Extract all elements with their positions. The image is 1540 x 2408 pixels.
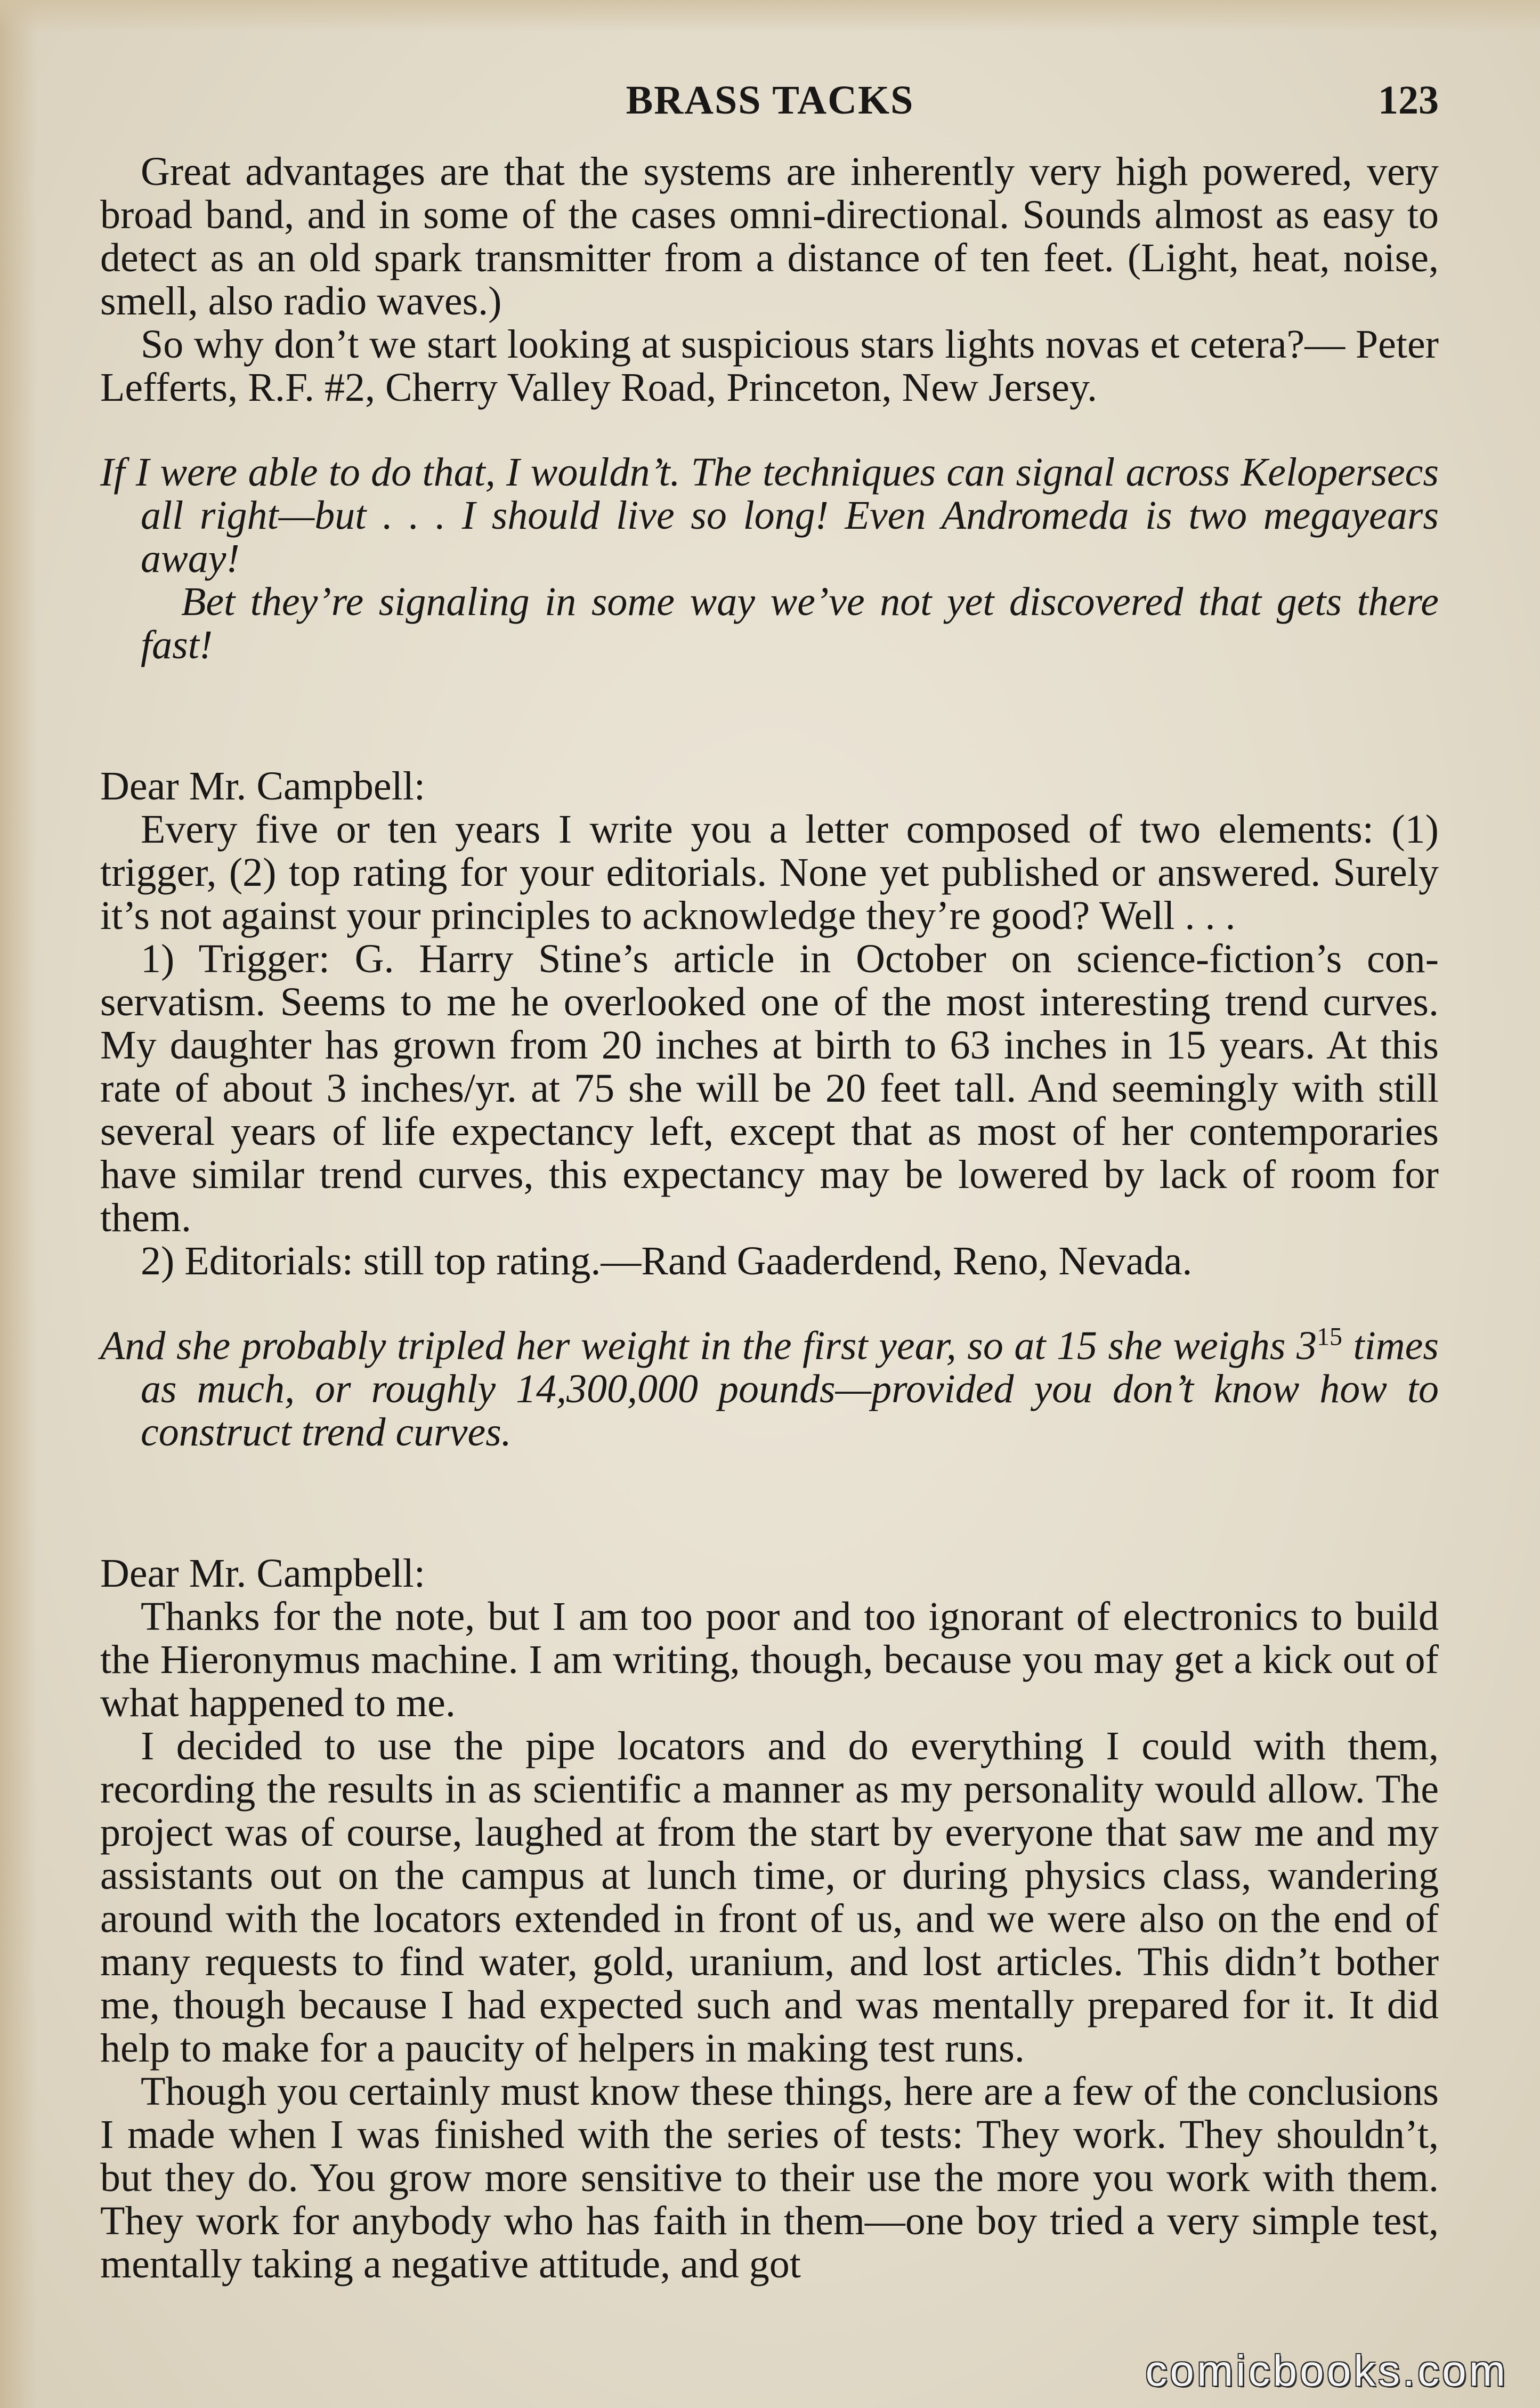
page-edge-shadow (0, 0, 37, 2408)
page-body (100, 150, 1439, 2286)
running-header: BRASS TACKS (626, 78, 914, 123)
letter-signoff: So why don’t we start looking at suspicious stars lights novas et cetera?— Peter Lefferts, R.F. #2, Cherry Valley Road, Princeton, New Jersey. (100, 322, 1439, 410)
letter-paragraph: I decided to use the pipe locators and do everything I could with them, recording the results in as scientific a manner as my personality would allow. The project was of course, laughed at from the start by everyone that saw me and my assistants out on the campus at lunch time, or during physics class, wandering around with the locators extended in front of us, and we were also on the end of many requests to find water, gold, uranium, and lost articles. This didn’t bother me, though because I had expected such and was mentally prepared for it. It did help to make for a paucity of helpers in making test runs. (100, 1724, 1439, 2071)
reply-paragraph: If I were able to do that, I wouldn’t. The techniques can signal across Kelopersecs all right—but . . . I should live so long! Even Andromeda is two megayears away! (100, 450, 1439, 581)
page-top-shadow (0, 0, 1540, 32)
letter-salutation: Dear Mr. Campbell: (100, 764, 425, 809)
editor-reply (100, 451, 1439, 667)
letter-paragraph: Great advantages are that the systems are inherently very high powered, very broad band, and in some of the cases omni-directional. Sounds almost as easy to detect as an old spark transmitter from a distance of ten feet. (Light, heat, noise, smell, also radio waves.) (100, 149, 1439, 324)
letter-paragraph: Thanks for the note, but I am too poor and too ignorant of electronics to build the Hieronymus machine. I am writing, though, because you may get a kick out of what happened to me. (100, 1594, 1439, 1725)
site-watermark: comicbooks.com (1145, 2347, 1508, 2395)
reply-paragraph: Bet they’re signaling in some way we’ve not yet discovered that gets there fast! (141, 579, 1439, 667)
page-number: 123 (1378, 78, 1439, 123)
letter-paragraph: Though you certainly must know these things, here are a few of the conclusions I made when I was finished with the series of tests: They work. They shouldn’t, but they do. You grow more sensitive to their use the more you work with them. They work for anybody who has faith in them—one boy tried a very simple test, mentally taking a negative attitude, and got (100, 2069, 1439, 2286)
letter-signoff: 2) Editorials: still top rating.—Rand Gaaderdend, Reno, Nevada. (141, 1239, 1193, 1283)
editor-reply (100, 1324, 1439, 1454)
exponent: 15 (1317, 1322, 1343, 1351)
reply-paragraph: And she probably tripled her weight in the first year, so at 15 she weighs $3^{15}$ times as much, or roughly 14,300,000 pounds—provided you don’t know how to construct trend curves. (100, 1322, 1439, 1455)
letter-salutation: Dear Mr. Campbell: (100, 1551, 425, 1596)
letter-paragraph: Every five or ten years I write you a letter composed of two elements: (1) trigger, (2) top rating for your editorials. None yet published or answered. Surely it’s not against your principles to acknowledge they’re good? Well . . . (100, 807, 1439, 938)
letter-paragraph: 1) Trigger: G. Harry Stine’s article in October on science-fiction’s conservatism. Seems to me he overlooked one of the most interesting trend curves. My daughter has grown from 20 inches at birth to 63 inches in 15 years. At this rate of about 3 inches/yr. at 75 she will be 20 feet tall. And seemingly with still several years of life expectancy left, except that as most of her contemporaries have similar trend curves, this expectancy may be lowered by lack of room for them. (100, 936, 1439, 1240)
